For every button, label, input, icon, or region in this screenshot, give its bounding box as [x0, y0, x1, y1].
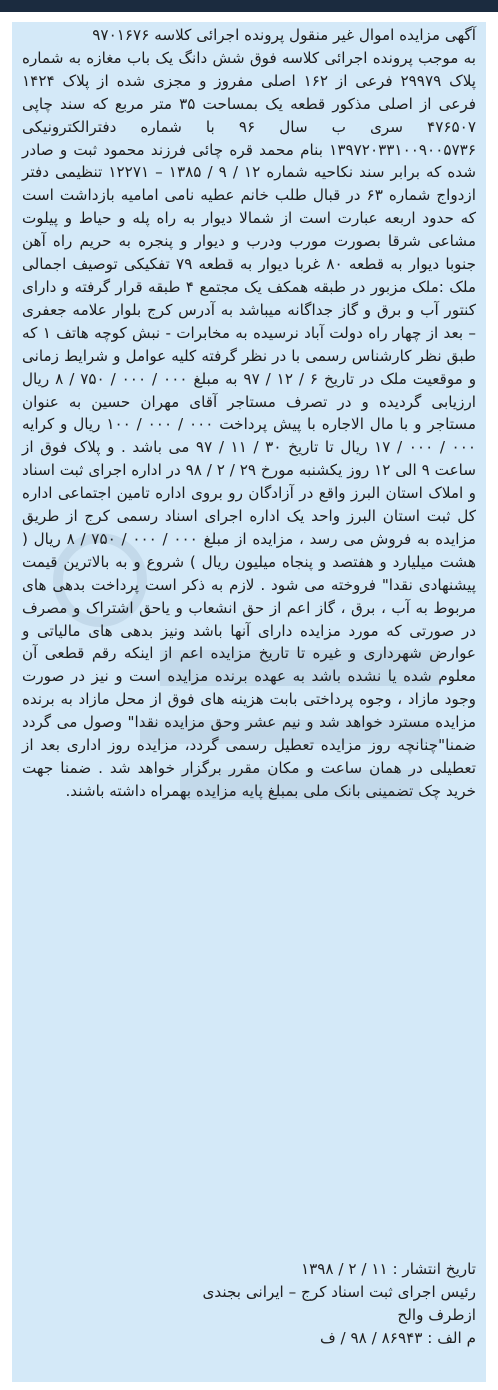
notice-title: آگهی مزایده اموال غیر منقول پرونده اجرائی کلاسه ۹۷۰۱۶۷۶ — [92, 26, 476, 44]
signature: رئیس اجرای ثبت اسناد کرج – ایرانی بجندی — [202, 1282, 476, 1301]
reference-number: م الف : ۸۶۹۴۳ / ۹۸ / ف — [319, 1328, 476, 1347]
notice-body: به موجب پرونده اجرائی کلاسه فوق شش دانگ یک باب مغازه به شماره پلاک ۲۹۹۷۹ فرعی از ۱۶۲ اصلی مفروز و مجزی شده از پلاک ۱۴۲۴ فرعی از اصلی مذکور قطعه یک بمساحت ۳۵ متر مربع که سند چاپی ۴۷۶۵۰۷ سری ب سال ۹۶ با شماره دفترالکترونیکی ۱۳۹۷۲۰۳۳۱۰۰۹۰۰۵۷۳۶ بنام محمد قره چائی فرزند محمود ثبت و صادر شده که برابر سند نکاحیه شماره ۱۲ / ۹ / ۱۳۸۵ – ۱۲۲۷۱ تنظیمی دفتر ازدواج شماره ۶۳ در قبال طلب خانم عطیه نامی امامیه بازداشت است که حدود اربعه عبارت است از شمالا دیوار به راه پله و حیاط و پیلوت مشاعی شرقا بصورت مورب ودرب و دیوار و پنجره به حریم راه آهن جنوبا دیوار به قطعه ۸۰ غربا دیوار به قطعه ۷۹ تفکیکی توصیف اجمالی ملک :ملک مزبور در طبقه همکف یک مجتمع ۴ طبقه قرار گرفته و دارای کنتور آب و برق و گاز جداگانه میباشد به آدرس کرج بلوار علامه جعفری – بعد از چهار راه دولت آباد نرسیده به مخابرات - نبش کوچه هاتف ۱ که طبق نظر کارشناس رسمی با در نظر گرفته کلیه عوامل و شرایط زمانی و موقعیت ملک در تاریخ ۶ / ۱۲ / ۹۷ به مبلغ ۰۰۰ / ۰۰۰ / ۷۵۰ / ۸ ریال ارزیابی گردیده و در تصرف مستاجر آقای مهران حسین به عنوان مستاجر و با مال الاجاره با پیش پرداخت ۰۰۰ / ۰۰۰ / ۱۰۰ ریال و کرایه ۰۰۰ / ۰۰۰ / ۱۷ ریال تا تاریخ ۳۰ / ۱۱ / ۹۷ می باشد . و پلاک فوق از ساعت ۹ الی ۱۲ روز یکشنبه مورخ ۲۹ / ۲ / ۹۸ در اداره اجرای ثبت اسناد و املاک استان البرز واقع در آزادگان رو بروی اداره تامین اجتماعی اداره کل ثبت استان البرز واحد یک اداره اجرای اسناد رسمی کرج از طریق مزایده به فروش می رسد ، مزایده از مبلغ ۰۰۰ / ۰۰۰ / ۷۵۰ / ۸ ریال ( هشت میلیارد و هفتصد و پنجاه میلیون ریال ) شروع و به بالاترین قیمت پیشنهادی نقدا" فروخته می شود . لازم به ذکر است پرداخت بدهی های مربوط به آب ، برق ، گاز اعم از حق انشعاب و یاحق اشتراک و مصرف در صورتی که مورد مزایده دارای آنها باشد ونیز بدهی های مالیاتی و عوارض شهرداری و غیره تا تاریخ مزایده اعم از اینکه رقم قطعی آن معلوم شده یا نشده باشد به عهده برنده مزایده است و نیز در صورت وجود مازاد ، وجوه پرداختی بابت هزینه های فوق از محل مازاد به برنده مزایده مسترد خواهد شد و نیم عشر وحق مزایده نقدا" وصول می گردد ضمنا"چنانچه روز مزایده تعطیل رسمی گردد، مزایده روز اداری بعد از تعطیلی در همان ساعت و مکان مقرر برگزار خواهد شد . ضمنا جهت خرید چک تضمینی بانک ملی بمبلغ پایه مزایده بهمراه داشته باشند. — [22, 48, 477, 800]
notice-footer — [22, 1258, 476, 1350]
on-behalf: ازطرف والح — [397, 1305, 476, 1324]
notice-text — [22, 24, 476, 803]
top-bar — [0, 0, 498, 12]
publish-date: تاریخ انتشار : ۱۱ / ۲ / ۱۳۹۸ — [300, 1260, 476, 1278]
